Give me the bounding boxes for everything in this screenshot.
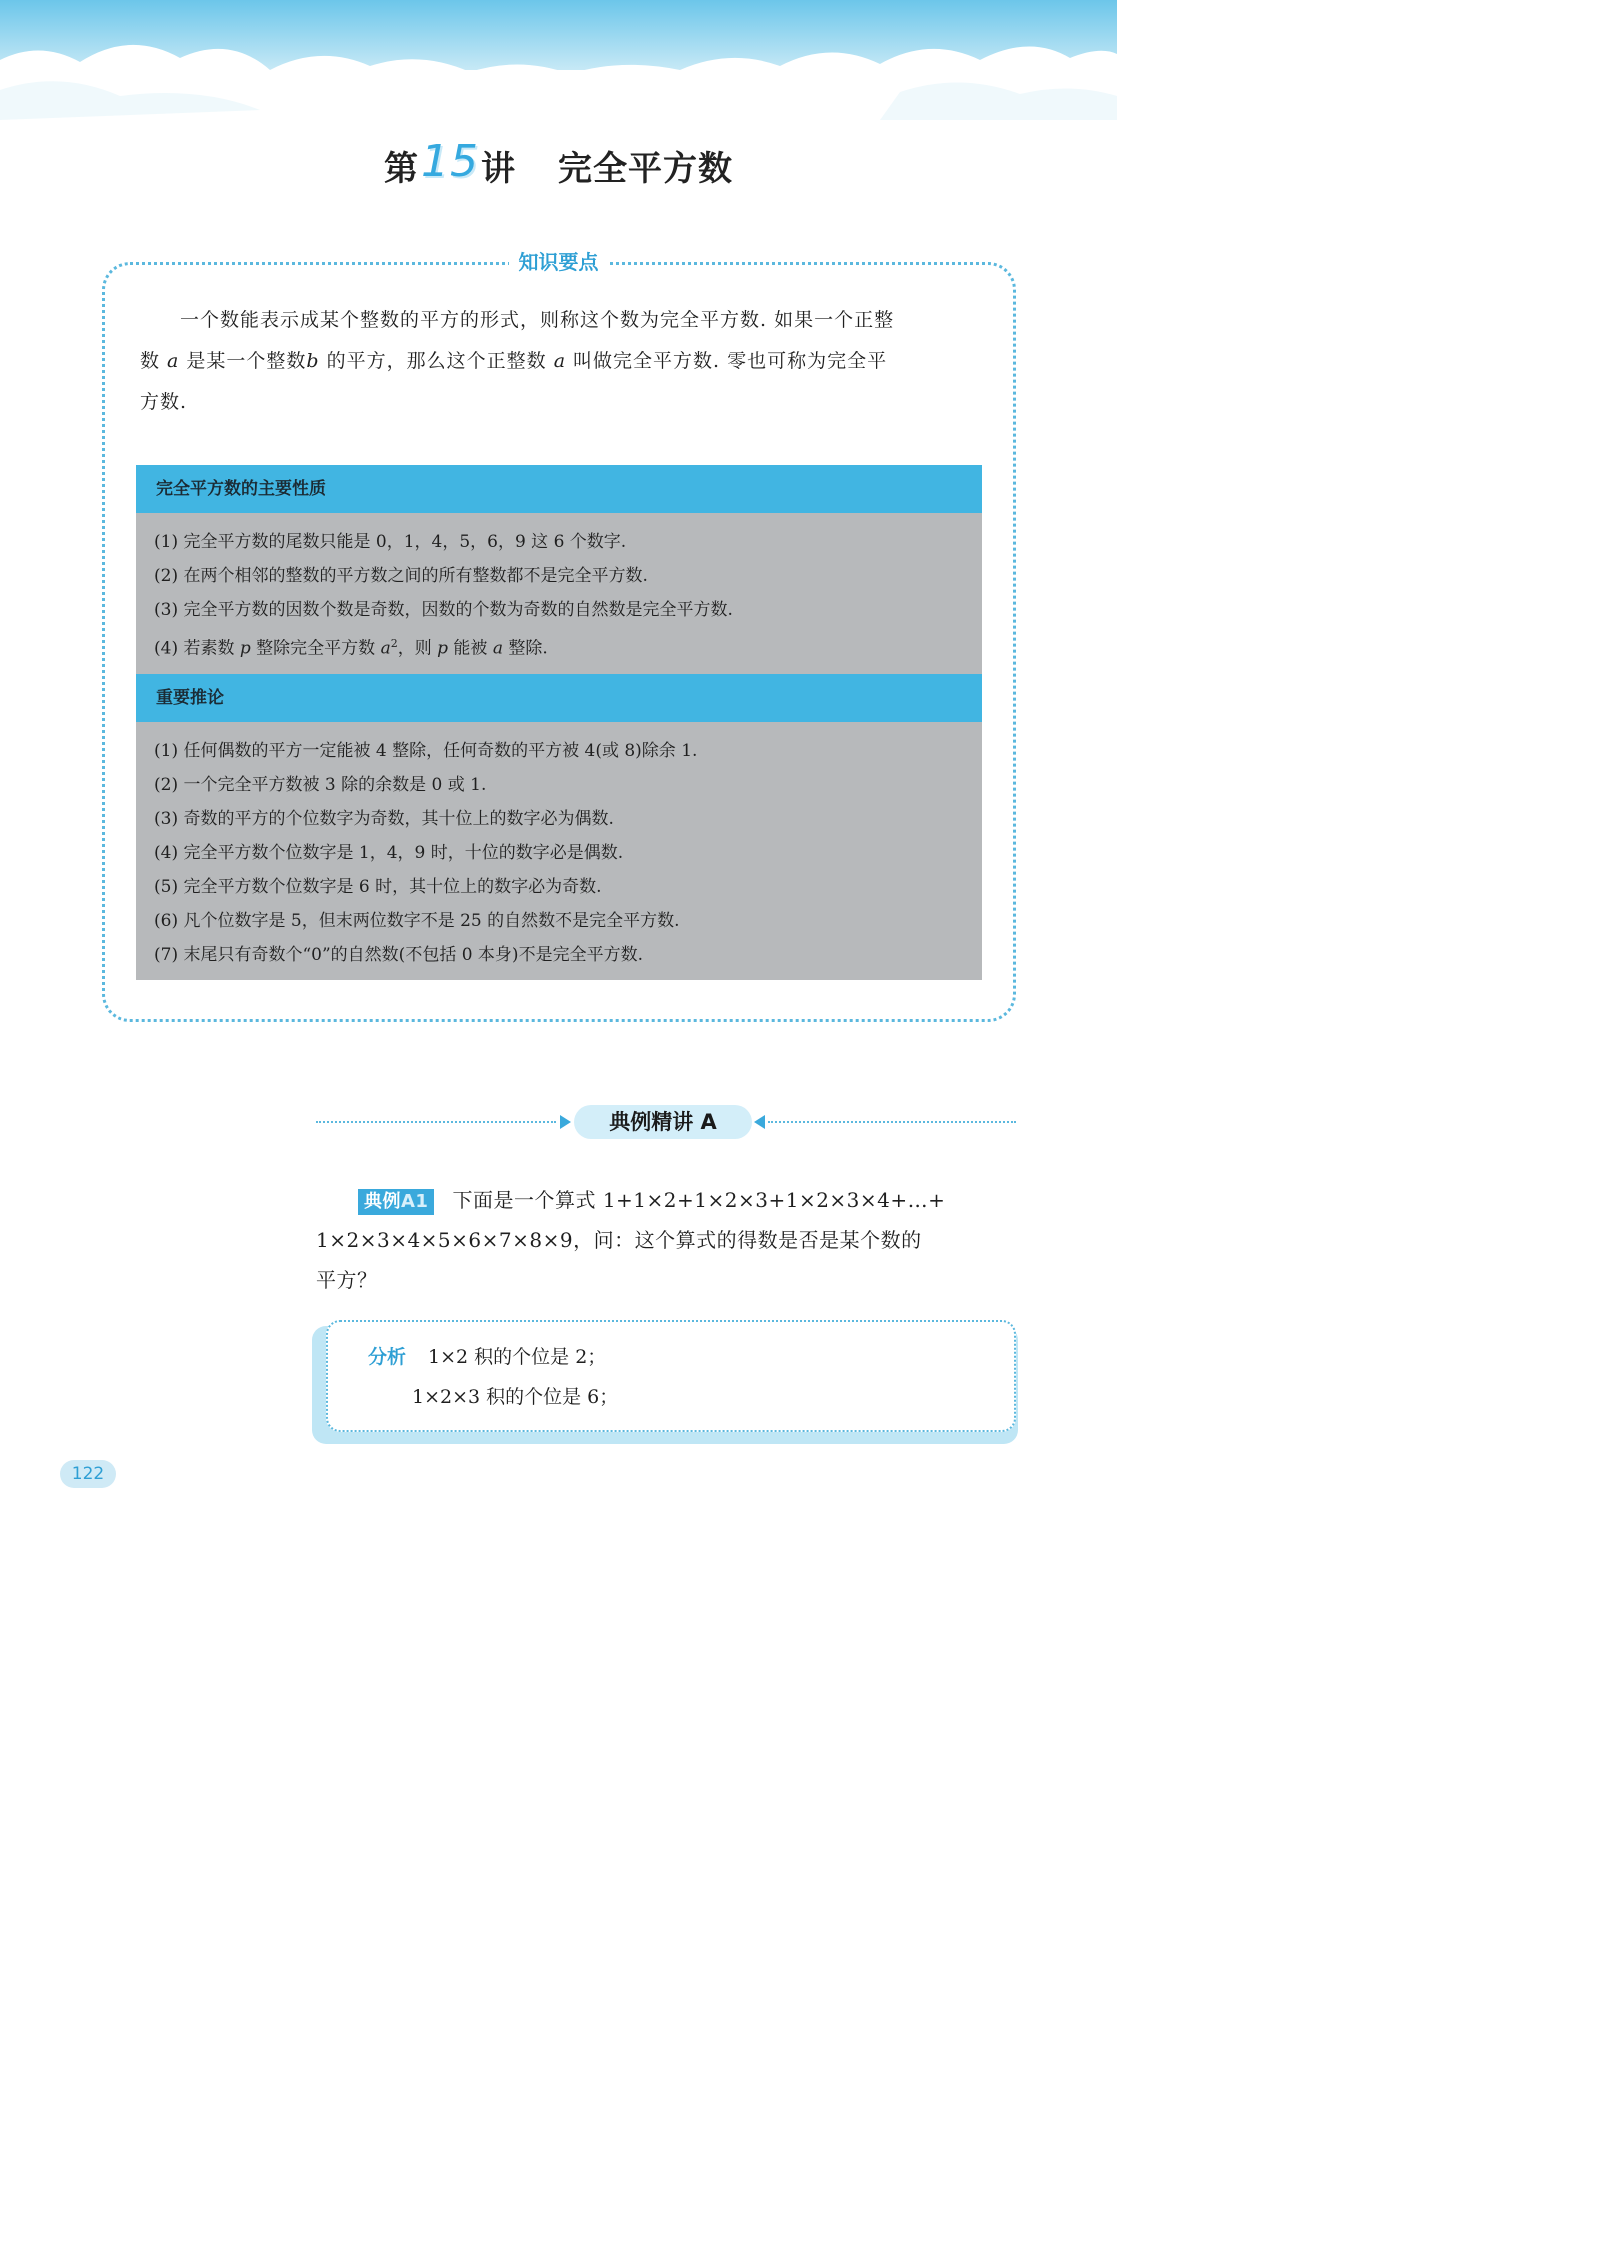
corollaries-heading: 重要推论 — [136, 674, 982, 722]
example-tag-text: 典例 — [364, 1191, 401, 1212]
property-text: 整除. — [502, 638, 548, 659]
analysis-box — [326, 1320, 1016, 1432]
analysis-text: 1×2 积的个位是 2； — [428, 1346, 607, 1368]
example-problem — [316, 1180, 1016, 1300]
var-b: b — [306, 350, 320, 372]
corollary-item: (7) 末尾只有奇数个“0”的自然数(不包括 0 本身)不是完全平方数. — [154, 944, 643, 965]
corollary-item: (2) 一个完全平方数被 3 除的余数是 0 或 1. — [154, 774, 487, 795]
example-tag — [358, 1189, 434, 1215]
analysis-line-2: 1×2×3 积的个位是 6； — [412, 1386, 619, 1408]
problem-line-2: 1×2×3×4×5×6×7×8×9，问：这个算式的得数是否是某个数的 — [316, 1228, 922, 1252]
analysis-line-1 — [368, 1342, 606, 1369]
title-suffix: 讲 — [481, 149, 516, 189]
problem-line-1: 下面是一个算式 1+1×2+1×2×3+1×2×3×4+…+ — [452, 1188, 946, 1212]
corollary-item: (4) 完全平方数个位数字是 1，4，9 时，十位的数字必是偶数. — [154, 842, 624, 863]
var-a: a — [492, 638, 503, 659]
lesson-title — [0, 136, 1117, 191]
intro-line-3: 方数. — [140, 391, 188, 413]
divider-left — [316, 1121, 556, 1123]
arrow-right-icon — [560, 1115, 571, 1129]
knowledge-intro — [140, 300, 982, 423]
var-p: p — [437, 638, 449, 659]
var-a: a — [167, 350, 180, 372]
example-section-title: 典例精讲 A — [574, 1105, 752, 1139]
corollary-item: (1) 任何偶数的平方一定能被 4 整除，任何奇数的平方被 4(或 8)除余 1. — [154, 740, 698, 761]
problem-line-3: 平方？ — [316, 1268, 378, 1292]
analysis-label: 分析 — [368, 1346, 407, 1368]
property-item: (3) 完全平方数的因数个数是奇数，因数的个数为奇数的自然数是完全平方数. — [154, 600, 733, 620]
property-text: 能被 — [448, 638, 493, 659]
var-p: p — [239, 638, 251, 659]
properties-list — [136, 513, 982, 674]
properties-heading: 完全平方数的主要性质 — [136, 465, 982, 513]
property-item — [154, 627, 982, 666]
properties-table — [136, 465, 982, 980]
divider-right — [768, 1121, 1016, 1123]
corollary-item: (5) 完全平方数个位数字是 6 时，其十位上的数字必为奇数. — [154, 876, 602, 897]
corollary-item: (6) 凡个位数字是 5，但末两位数字不是 25 的自然数不是完全平方数. — [154, 910, 680, 931]
arrow-left-icon — [754, 1115, 765, 1129]
property-item: (2) 在两个相邻的整数的平方数之间的所有整数都不是完全平方数. — [154, 566, 648, 586]
example-tag-id: A1 — [401, 1191, 429, 1212]
lesson-topic: 完全平方数 — [558, 149, 733, 189]
sky-cloud-banner — [0, 0, 1117, 120]
intro-text: 是某一个整数 — [179, 350, 307, 372]
intro-line-1: 一个数能表示成某个整数的平方的形式，则称这个数为完全平方数. 如果一个正整 — [180, 309, 895, 331]
title-prefix: 第 — [384, 149, 419, 189]
corollary-item: (3) 奇数的平方的个位数字为奇数，其十位上的数字必为偶数. — [154, 808, 614, 829]
corollaries-list — [136, 722, 982, 980]
page-number: 122 — [60, 1460, 116, 1488]
property-text: ，则 — [397, 638, 438, 659]
property-text: 整除完全平方数 — [250, 638, 381, 659]
property-text: (4) 若素数 — [154, 638, 240, 659]
property-item: (1) 完全平方数的尾数只能是 0，1，4，5，6，9 这 6 个数字. — [154, 532, 627, 552]
intro-text: 数 — [140, 350, 168, 372]
knowledge-label: 知识要点 — [0, 246, 1117, 275]
exponent: 2 — [390, 637, 398, 650]
lesson-number: 15 — [421, 136, 479, 187]
var-a: a — [380, 638, 391, 659]
intro-text: 叫做完全平方数. 零也可称为完全平 — [566, 350, 888, 372]
var-a: a — [553, 350, 567, 372]
example-section-header — [316, 1105, 1016, 1141]
intro-text: 的平方，那么这个正整数 — [319, 350, 554, 372]
